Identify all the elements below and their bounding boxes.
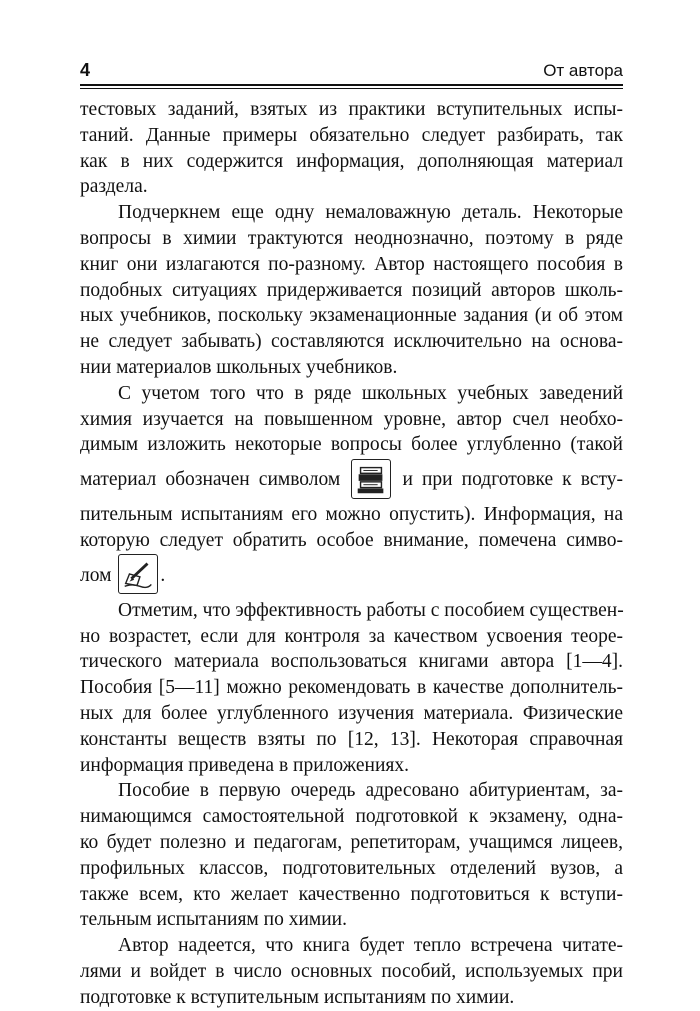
text-fragment: и при подготовке к всту-: [402, 469, 624, 491]
text-line: тельным испытаниям по химии.: [80, 909, 347, 931]
text-line: также всем, кто желает качественно подготовиться к вступи-: [80, 883, 623, 905]
text-fragment: материал обозначен символом: [80, 469, 341, 491]
text-line-with-symbol: [80, 554, 623, 598]
text-line: профильных классов, подготовительных отделений вузов, а: [80, 857, 623, 879]
book-stack-icon: [351, 459, 391, 499]
text-line: ко будет полезно и педагогам, репетиторам, учащимся лицеев,: [80, 831, 623, 853]
text-line: Пособие в первую очередь адресовано абитуриентам, за-: [118, 780, 623, 802]
page-number: 4: [80, 60, 91, 80]
text-fragment: .: [160, 564, 166, 586]
text-line: вопросы в химии трактуются неоднозначно, поэтому в ряде: [80, 227, 623, 249]
page-header: [80, 60, 623, 84]
header-rule-thin: [80, 88, 623, 89]
text-line: как в них содержится информация, дополняющая материал: [80, 150, 623, 172]
text-line: подобных ситуациях придерживается позиций авторов школь-: [80, 279, 623, 301]
text-line: димым изложить некоторые вопросы более углубленно (такой: [80, 434, 623, 456]
body-text: [80, 97, 623, 1011]
text-line: Подчеркнем еще одну немаловажную деталь. Некоторые: [118, 202, 623, 224]
text-line: но возрастет, если для контроля за качеством усвоения теоре-: [80, 625, 623, 647]
text-line: химия изучается на повышенном уровне, автор счел необхо-: [80, 408, 623, 430]
text-line: С учетом того что в ряде школьных учебных заведений: [118, 382, 623, 404]
text-line: книг они излагаются по-разному. Автор настоящего пособия в: [80, 253, 623, 275]
text-line: которую следует обратить особое внимание, помечена симво-: [80, 529, 623, 551]
text-line: тического материала воспользоваться книгами автора [1—4].: [80, 651, 623, 673]
text-line: константы веществ взяты по [12, 13]. Некоторая справочная: [80, 728, 623, 750]
text-line: не следует забывать) составляются исключительно на основа-: [80, 331, 623, 353]
text-line: Отметим, что эффективность работы с пособием существен-: [118, 599, 624, 621]
pencil-note-icon: [118, 554, 158, 594]
text-line: раздела.: [80, 176, 148, 198]
text-line: Пособия [5—11] можно рекомендовать в качестве дополнитель-: [80, 677, 623, 699]
text-line-with-symbol: [80, 458, 623, 502]
text-line: подготовке к вступительным испытаниям по химии.: [80, 986, 515, 1008]
text-line: информация приведена в приложениях.: [80, 754, 409, 776]
text-line: нимающимся самостоятельной подготовкой к экзамену, одна-: [80, 806, 623, 828]
header-rule-thick: [80, 84, 623, 86]
text-line: Автор надеется, что книга будет тепло встречена читате-: [118, 935, 623, 957]
text-line: ных учебников, поскольку экзаменационные задания (и об этом: [80, 305, 623, 327]
text-line: таний. Данные примеры обязательно следует разбирать, так: [80, 124, 623, 146]
running-title: От автора: [543, 61, 623, 80]
text-line: нии материалов школьных учебников.: [80, 356, 398, 378]
text-fragment: лом: [80, 564, 112, 586]
text-line: ных для более углубленного изучения материала. Физические: [80, 702, 623, 724]
text-line: лями и войдет в число основных пособий, используемых при: [80, 960, 623, 982]
text-line: пительным испытаниям его можно опустить). Информация, на: [80, 504, 623, 526]
text-line: тестовых заданий, взятых из практики вступительных испы-: [80, 99, 623, 120]
